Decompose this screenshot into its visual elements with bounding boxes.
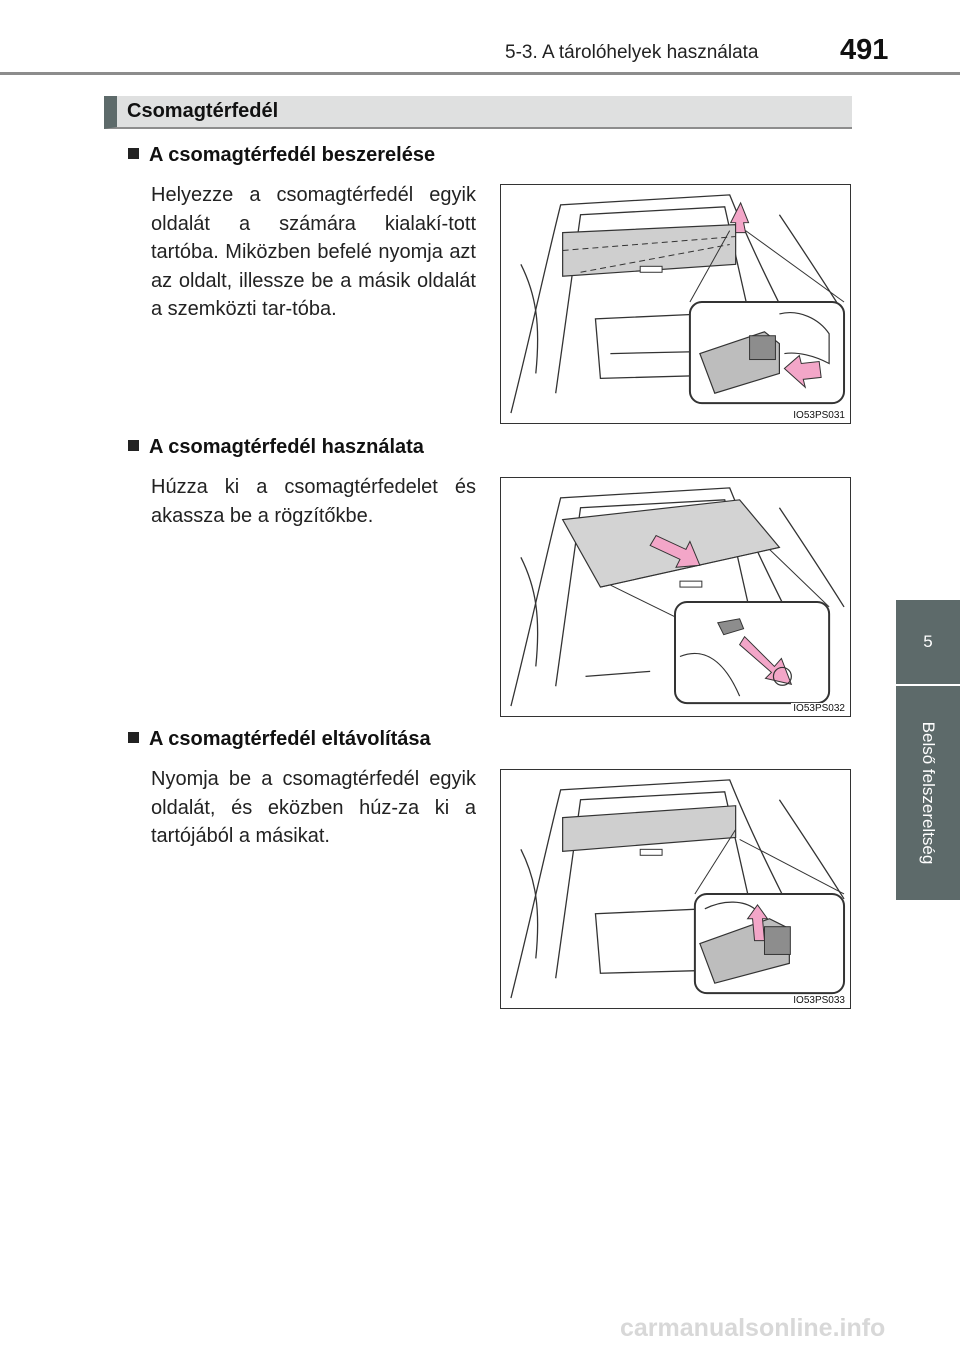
chapter-tab-number[interactable] — [896, 600, 960, 684]
header-rule — [0, 72, 960, 75]
figure-code: IO53PS033 — [793, 995, 845, 1006]
subsection-heading-use — [128, 436, 424, 459]
figure-code: IO53PS031 — [793, 410, 845, 421]
trunk-illustration-install — [501, 185, 850, 423]
subsection-text-install: Helyezze a csomagtérfedél egyik oldalát a számára kialakí-tott tartóba. Miközben befelé nyomja azt az oldalt, illessze be a másik oldalát a szemközti tar-tóba. — [151, 184, 476, 320]
square-bullet-icon — [128, 440, 139, 451]
subsection-text-remove: Nyomja be a csomagtérfedél egyik oldalát, és eközben húz-za ki a tartójából a másikat. — [151, 768, 476, 847]
figure-code: IO53PS032 — [793, 703, 845, 714]
subsection-heading-remove — [128, 728, 431, 751]
chapter-title: Belső felszereltség — [919, 721, 938, 865]
chapter-tab-label[interactable] — [896, 686, 960, 900]
page-number: 491 — [840, 34, 889, 66]
chapter-number: 5 — [923, 632, 933, 651]
watermark: carmanualsonline.info — [620, 1314, 886, 1342]
section-heading: Csomagtérfedél — [104, 96, 852, 129]
subsection-heading-install — [128, 144, 435, 167]
subsection-heading-text: A csomagtérfedél beszerelése — [149, 144, 436, 166]
header-section-title: 5-3. A tárolóhelyek használata — [505, 42, 759, 63]
trunk-illustration-use — [501, 478, 850, 716]
subsection-heading-text: A csomagtérfedél használata — [149, 436, 424, 458]
square-bullet-icon — [128, 148, 139, 159]
subsection-text-use: Húzza ki a csomagtérfedelet és akassza be a rögzítőkbe. — [151, 476, 476, 527]
square-bullet-icon — [128, 732, 139, 743]
figure-use-cover — [500, 477, 851, 717]
trunk-illustration-remove — [501, 770, 850, 1008]
figure-remove-cover — [500, 769, 851, 1009]
subsection-heading-text: A csomagtérfedél eltávolítása — [149, 728, 431, 750]
figure-install-cover — [500, 184, 851, 424]
